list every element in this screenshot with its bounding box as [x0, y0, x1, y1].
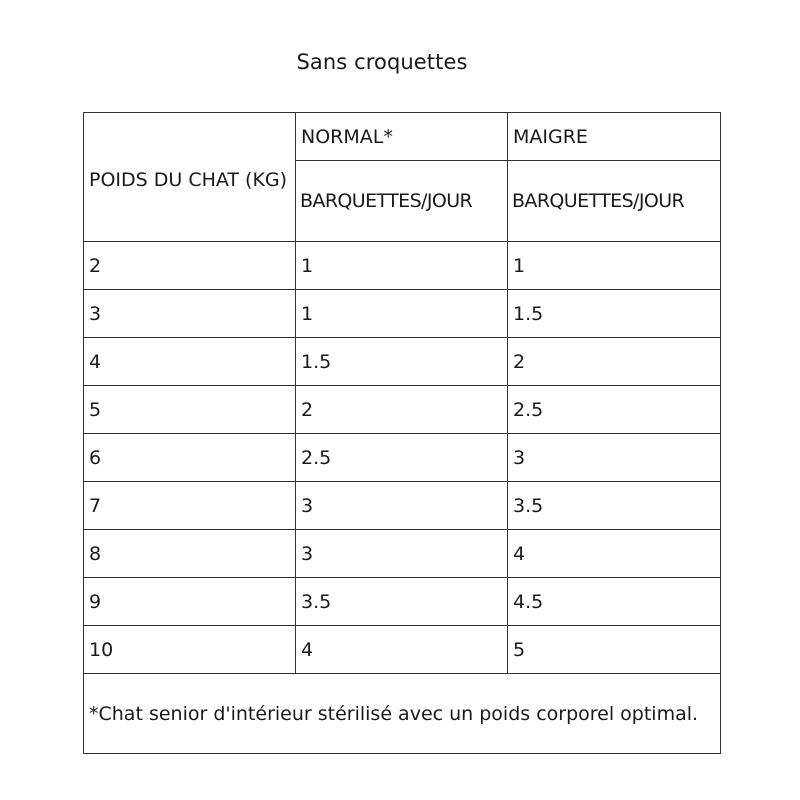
- table-row: [84, 530, 721, 578]
- weight-cell: 4: [84, 338, 296, 386]
- footnote: *Chat senior d'intérieur stérilisé avec un poids corporel optimal.: [84, 674, 721, 754]
- maigre-cell: 1.5: [508, 290, 721, 338]
- table-row: [84, 482, 721, 530]
- feeding-table: [83, 112, 721, 754]
- maigre-unit-header: BARQUETTES/JOUR: [508, 161, 721, 242]
- weight-cell: 3: [84, 290, 296, 338]
- weight-cell: 2: [84, 242, 296, 290]
- table-row: [84, 626, 721, 674]
- normal-cell: 1.5: [296, 338, 508, 386]
- table-row: [84, 578, 721, 626]
- table-row: [84, 386, 721, 434]
- table-row: [84, 338, 721, 386]
- weight-cell: 6: [84, 434, 296, 482]
- normal-cell: 2: [296, 386, 508, 434]
- maigre-cell: 4.5: [508, 578, 721, 626]
- maigre-cell: 3: [508, 434, 721, 482]
- maigre-cell: 5: [508, 626, 721, 674]
- page-title: Sans croquettes: [296, 50, 468, 74]
- normal-cell: 3: [296, 530, 508, 578]
- table-row: [84, 290, 721, 338]
- footnote-row: [84, 674, 721, 754]
- normal-cell: 3.5: [296, 578, 508, 626]
- normal-cell: 1: [296, 290, 508, 338]
- maigre-cell: 4: [508, 530, 721, 578]
- weight-cell: 7: [84, 482, 296, 530]
- maigre-cell: 2.5: [508, 386, 721, 434]
- weight-cell: 5: [84, 386, 296, 434]
- normal-cell: 3: [296, 482, 508, 530]
- weight-header: POIDS DU CHAT (KG): [84, 113, 296, 242]
- weight-cell: 10: [84, 626, 296, 674]
- table-row: [84, 242, 721, 290]
- normal-cell: 1: [296, 242, 508, 290]
- maigre-cell: 2: [508, 338, 721, 386]
- normal-cell: 2.5: [296, 434, 508, 482]
- header-row: [84, 113, 721, 161]
- table-row: [84, 434, 721, 482]
- normal-cell: 4: [296, 626, 508, 674]
- maigre-cell: 1: [508, 242, 721, 290]
- weight-cell: 9: [84, 578, 296, 626]
- weight-cell: 8: [84, 530, 296, 578]
- normal-unit-header: BARQUETTES/JOUR: [296, 161, 508, 242]
- maigre-cell: 3.5: [508, 482, 721, 530]
- maigre-header: MAIGRE: [508, 113, 721, 161]
- normal-header: NORMAL*: [296, 113, 508, 161]
